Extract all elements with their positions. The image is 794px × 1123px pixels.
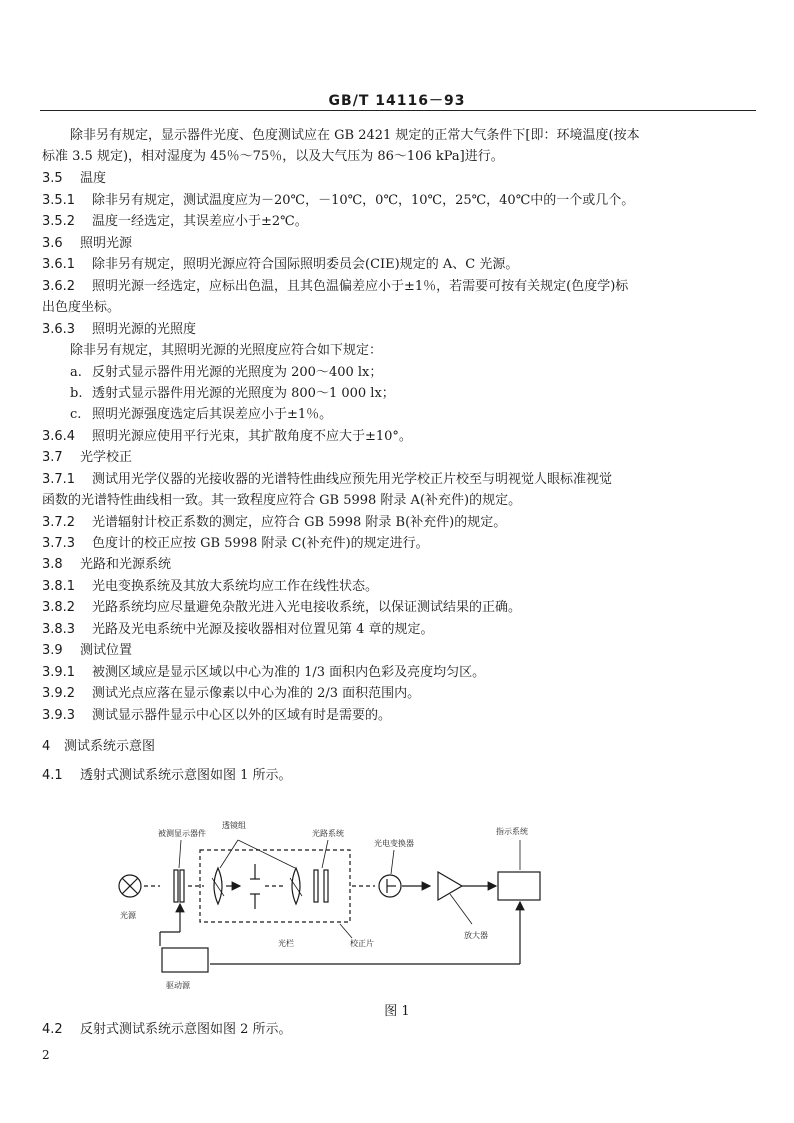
- label-lens-group: 透镜组: [222, 821, 246, 830]
- clause-text: 除非另有规定，照明光源应符合国际照明委员会(CIE)规定的 A、C 光源。: [92, 257, 519, 272]
- label-device-under-test: 被测显示器件: [158, 829, 206, 838]
- section-number: 3.5: [42, 171, 63, 186]
- section-title: 温度: [80, 171, 107, 186]
- clause-3-6-3-intro: 除非另有规定，其照明光源的光照度应符合如下规定：: [70, 343, 383, 358]
- clause-3-9-3: [42, 708, 391, 724]
- clause-title: 照明光源的光照度: [92, 322, 197, 337]
- clause-3-7-1: [42, 472, 612, 488]
- chapter-title: 测试系统示意图: [64, 739, 156, 754]
- chapter-number: 4: [42, 739, 51, 754]
- clause-3-9-1: [42, 665, 485, 681]
- clause-4-1: [42, 768, 292, 784]
- label-light-source: 光源: [120, 911, 136, 920]
- list-label: a.: [70, 365, 82, 380]
- label-aperture: 光栏: [278, 939, 294, 948]
- clause-number: 3.7.1: [42, 472, 76, 487]
- clause-number: 3.7.2: [42, 515, 76, 530]
- clause-number: 3.8.1: [42, 579, 76, 594]
- section-number: 3.7: [42, 450, 63, 465]
- clause-3-9-2: [42, 686, 420, 702]
- driver-source-icon: [162, 948, 208, 972]
- clause-3-6-1: [42, 257, 518, 273]
- intro-line-2: 标准 3.5 规定)，相对湿度为 45％～75％，以及大气压为 86～106 kPa]进行。: [42, 149, 504, 164]
- clause-text: 反射式测试系统示意图如图 2 所示。: [80, 1022, 292, 1037]
- clause-number: 3.8.3: [42, 622, 76, 637]
- clause-3-5-1: [42, 193, 634, 209]
- lens-icon: [214, 868, 222, 904]
- clause-text: 温度一经选定，其误差应小于±2℃。: [92, 214, 308, 229]
- clause-number: 3.6.1: [42, 257, 76, 272]
- clause-text: 光路及光电系统中光源及接收器相对位置见第 4 章的规定。: [92, 622, 434, 637]
- document-header: GB/T 14116－93: [328, 93, 466, 109]
- label-photoelectric-converter: 光电变换器: [374, 839, 414, 848]
- section-title: 光路和光源系统: [80, 557, 172, 572]
- correction-filter-icon: [314, 870, 318, 902]
- list-label: b.: [70, 386, 83, 401]
- clause-text: 透射式测试系统示意图如图 1 所示。: [80, 768, 292, 783]
- list-text: 照明光源强度选定后其误差应小于±1％。: [92, 407, 333, 422]
- lens-icon: [292, 868, 300, 904]
- figure-1-diagram: [100, 806, 700, 996]
- clause-text: 色度计的校正应按 GB 5998 附录 C(补充件)的规定进行。: [92, 536, 429, 551]
- chapter-4-heading: [42, 739, 155, 755]
- clause-text: 光谱辐射计校正系数的测定，应符合 GB 5998 附录 B(补充件)的规定。: [92, 515, 507, 530]
- clause-number: 3.7.3: [42, 536, 76, 551]
- clause-text: 测试光点应落在显示像素以中心为准的 2/3 面积范围内。: [92, 686, 421, 701]
- clause-number: 3.9.1: [42, 665, 76, 680]
- section-3-7: [42, 450, 132, 466]
- list-label: c.: [70, 407, 82, 422]
- clause-3-7-3: [42, 536, 429, 552]
- clause-number: 3.5.2: [42, 214, 76, 229]
- list-item-b: [70, 386, 395, 402]
- clause-3-6-2-cont: 出色度坐标。: [42, 300, 121, 315]
- clause-3-7-1-cont: 函数的光谱特性曲线相一致。其一致程度应符合 GB 5998 附录 A(补充件)的规定。: [42, 493, 522, 508]
- clause-text: 光路系统均应尽量避免杂散光进入光电接收系统，以保证测试结果的正确。: [92, 600, 522, 615]
- clause-3-6-4: [42, 429, 412, 445]
- section-3-6: [42, 236, 132, 252]
- clause-text: 除非另有规定，测试温度应为－20℃，－10℃，0℃，10℃，25℃，40℃中的一个或几个。: [92, 193, 635, 208]
- section-number: 3.6: [42, 236, 63, 251]
- clause-3-6-3: [42, 322, 196, 338]
- clause-3-5-2: [42, 214, 308, 230]
- clause-text: 光电变换系统及其放大系统均应工作在线性状态。: [92, 579, 379, 594]
- clause-3-6-2: [42, 279, 628, 295]
- section-title: 照明光源: [80, 236, 133, 251]
- clause-number: 3.6.3: [42, 322, 76, 337]
- clause-3-8-2: [42, 600, 521, 616]
- section-3-5: [42, 171, 106, 187]
- clause-number: 3.9.2: [42, 686, 76, 701]
- clause-number: 3.6.2: [42, 279, 76, 294]
- figure-caption: 图 1: [384, 1004, 410, 1019]
- clause-text: 测试用光学仪器的光接收器的光谱特性曲线应预先用光学校正片校至与明视觉人眼标准视觉: [92, 472, 613, 487]
- clause-text: 照明光源应使用平行光束，其扩散角度不应大于±10°。: [92, 429, 412, 444]
- label-correction-filter: 校正片: [350, 939, 374, 948]
- section-title: 测试位置: [80, 643, 133, 658]
- intro-line-1: 除非另有规定，显示器件光度、色度测试应在 GB 2421 规定的正常大气条件下[即：环境温度(按本: [70, 128, 640, 143]
- label-driver-source: 驱动源: [166, 981, 190, 990]
- clause-3-7-2: [42, 515, 506, 531]
- list-text: 透射式显示器件用光源的光照度为 800～1 000 lx；: [92, 386, 395, 401]
- label-indicator-system: 指示系统: [496, 827, 528, 836]
- label-amplifier: 放大器: [464, 931, 488, 940]
- clause-number: 4.1: [42, 768, 63, 783]
- clause-number: 3.5.1: [42, 193, 76, 208]
- section-title: 光学校正: [80, 450, 133, 465]
- amplifier-icon: [438, 872, 462, 900]
- clause-3-8-1: [42, 579, 378, 595]
- clause-text: 被测区域应是显示区域以中心为准的 1/3 面积内色彩及亮度均匀区。: [92, 665, 486, 680]
- clause-text: 测试显示器件显示中心区以外的区域有时是需要的。: [92, 708, 392, 723]
- clause-number: 3.8.2: [42, 600, 76, 615]
- list-item-c: [70, 407, 332, 423]
- label-optical-system: 光路系统: [312, 829, 344, 838]
- clause-number: 4.2: [42, 1022, 63, 1037]
- list-item-a: [70, 365, 382, 381]
- page-number: 2: [42, 1048, 50, 1062]
- section-3-9: [42, 643, 132, 659]
- clause-text: 照明光源一经选定，应标出色温，且其色温偏差应小于±1％，若需要可按有关规定(色度学)标: [92, 279, 629, 294]
- clause-3-8-3: [42, 622, 434, 638]
- indicator-system-icon: [498, 872, 540, 900]
- list-text: 反射式显示器件用光源的光照度为 200～400 lx；: [92, 365, 383, 380]
- section-number: 3.8: [42, 557, 63, 572]
- clause-number: 3.6.4: [42, 429, 76, 444]
- clause-4-2: [42, 1022, 292, 1038]
- section-number: 3.9: [42, 643, 63, 658]
- section-3-8: [42, 557, 171, 573]
- clause-number: 3.9.3: [42, 708, 76, 723]
- header-rule: [40, 110, 756, 111]
- device-under-test-icon: [174, 870, 178, 902]
